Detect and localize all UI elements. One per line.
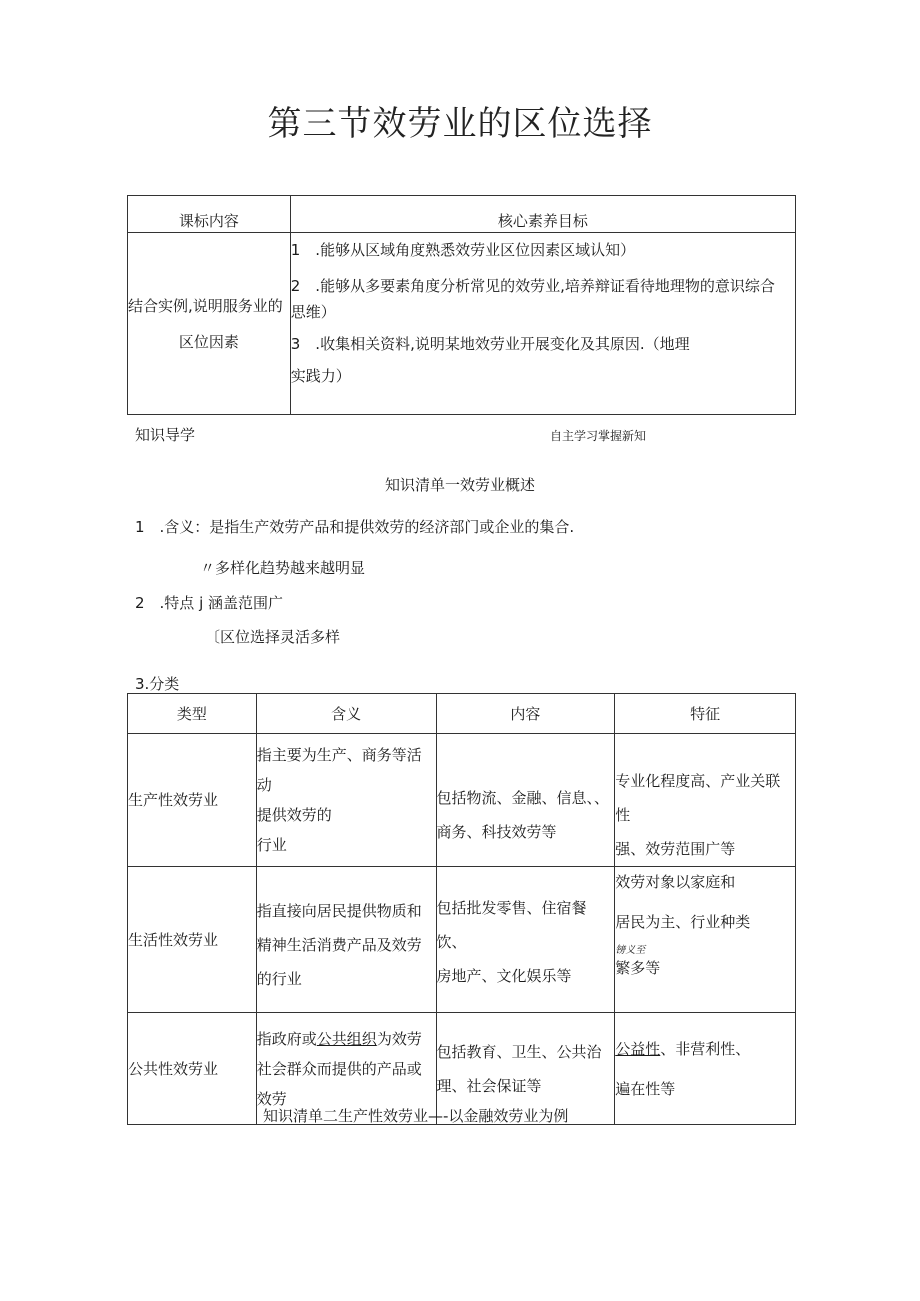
self-study-label: 自主学习掌握新知 <box>550 429 647 443</box>
knowledge-list-2-title: 知识清单二生产性效劳业—-以金融效劳业为例 <box>263 1107 569 1125</box>
row-public-type: 公共性效劳业 <box>128 1013 257 1125</box>
header-core-goals: 核心素养目标 <box>290 196 795 233</box>
goal-1: 1 .能够从区域角度熟悉效劳业区位因素区域认知） <box>290 241 636 259</box>
col-header-feature: 特征 <box>615 694 796 734</box>
col-header-content: 内容 <box>436 694 615 734</box>
row-producer-content: 包括物流、金融、信息、、 商务、科技效劳等 <box>436 734 615 867</box>
row-public-content: 包括教育、卫生、公共治 理、社会保证等 <box>436 1013 615 1125</box>
goal-2-line-2: 思维） <box>290 303 336 321</box>
knowledge-list-1-title: 知识清单一效劳业概述 <box>385 476 536 494</box>
goal-3-line-1: 3 .收集相关资料,说明某地效劳业开展变化及其原因.（地理 <box>290 335 690 353</box>
curriculum-line-1: 结合实例,说明服务业的 <box>128 296 283 315</box>
header-curriculum: 课标内容 <box>128 196 291 233</box>
row-consumer-content: 包括批发零售、住宿餐饮、 房地产、文化娱乐等 <box>436 867 615 1013</box>
page-title: 第三节效劳业的区位选择 <box>267 104 653 144</box>
goal-2-line-1: 2 .能够从多要素角度分析常见的效劳业,培养辩证看待地理物的意识综合 <box>290 277 775 295</box>
feature-diversification: 〃多样化趋势越来越明显 <box>200 559 366 577</box>
goal-3-line-2: 实践力） <box>290 367 351 385</box>
core-goals-cell <box>290 233 795 415</box>
row-producer-type: 生产性效劳业 <box>128 734 257 867</box>
classification-table <box>127 693 796 1125</box>
feature-flexible-location: 〔区位选择灵活多样 <box>205 628 341 646</box>
curriculum-content-cell <box>128 233 291 415</box>
col-header-meaning: 含义 <box>256 694 436 734</box>
row-consumer-meaning: 指直接向居民提供物质和 精神生活消费产品及效劳 的行业 <box>256 867 436 1013</box>
curriculum-table <box>127 195 796 415</box>
item-classification: 3.分类 <box>135 675 180 693</box>
row-producer-feature: 专业化程度高、产业关联性 强、效劳范围广等 <box>615 734 796 867</box>
row-public-feature: 公益性、非营利性、 遍在性等 <box>615 1013 796 1125</box>
col-header-type: 类型 <box>128 694 257 734</box>
row-public-meaning: 指政府或公共组织为效劳 社会群众而提供的产品或 效劳 <box>256 1013 436 1125</box>
item-meaning: 1 .含义：是指生产效劳产品和提供效劳的经济部门或企业的集合. <box>135 518 575 536</box>
row-consumer-type: 生活性效劳业 <box>128 867 257 1013</box>
knowledge-guide-label: 知识导学 <box>135 426 196 444</box>
row-producer-meaning: 指主要为生产、商务等活动 提供效劳的 行业 <box>256 734 436 867</box>
row-consumer-feature: 效劳对象以家庭和 居民为主、行业种类 镑义至 繁多等 <box>615 867 796 1013</box>
curriculum-line-2: 区位因素 <box>178 332 239 351</box>
item-characteristics: 2 .特点 j 涵盖范围广 <box>135 594 284 612</box>
